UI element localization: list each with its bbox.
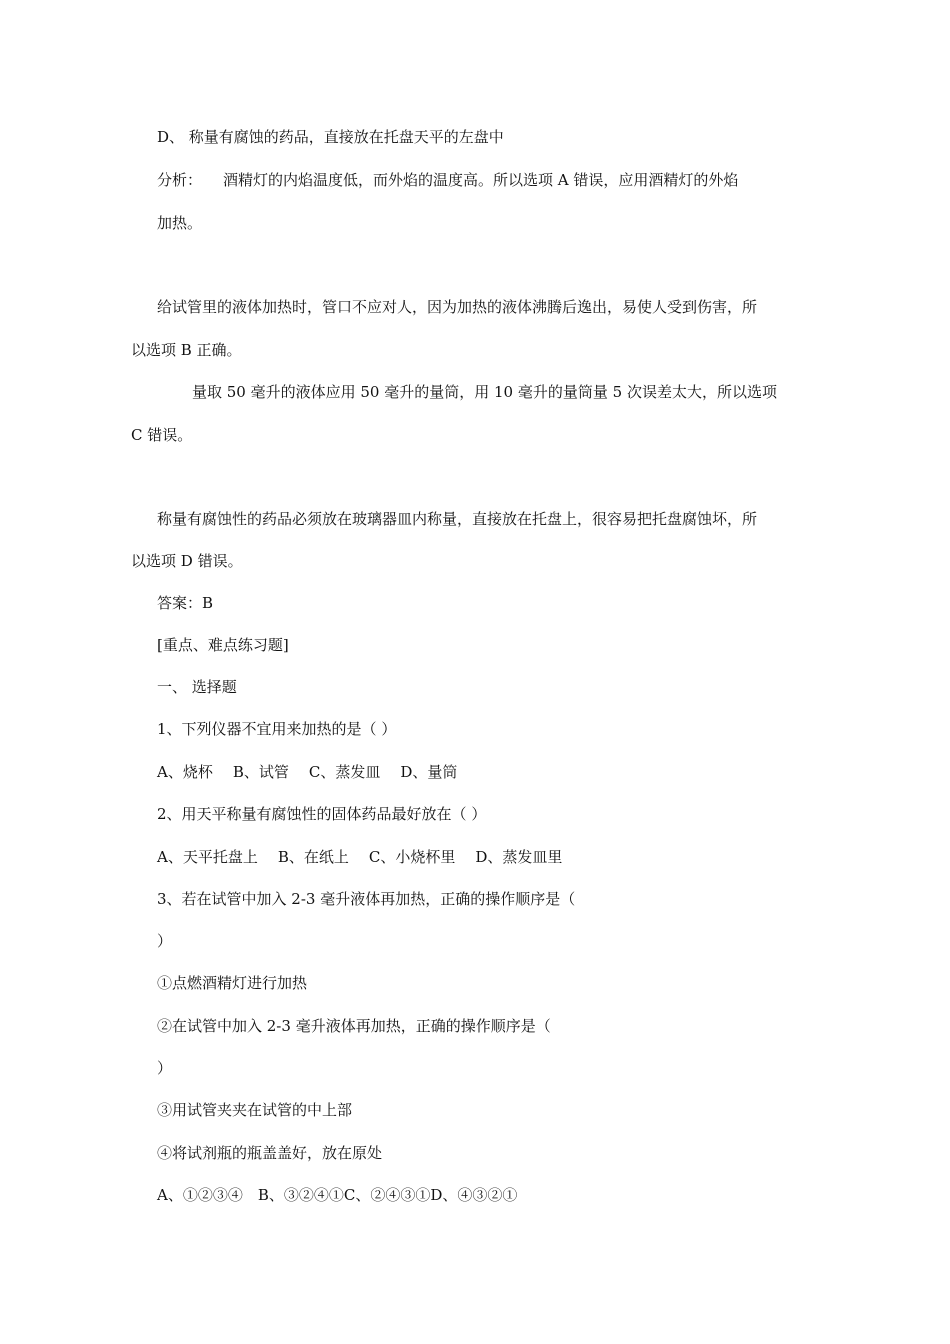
option-d-analysis-line-1: 称量有腐蚀性的药品必须放在玻璃器皿内称量，直接放在托盘上，很容易把托盘腐蚀坏，所 bbox=[157, 510, 758, 528]
part-one-heading: 一、 选择题 bbox=[157, 678, 237, 696]
question-3-step-2-line-2: ） bbox=[157, 1059, 173, 1077]
question-3-step-3: ③用试管夹夹在试管的中上部 bbox=[157, 1101, 353, 1119]
question-1-options bbox=[157, 761, 477, 783]
question-3-stem-line-1: 3、若在试管中加入 2-3 毫升液体再加热，正确的操作顺序是（ bbox=[157, 890, 576, 908]
question-2-stem: 2、用天平称量有腐蚀性的固体药品最好放在（ ） bbox=[157, 805, 487, 823]
analysis-line-2: 加热。 bbox=[157, 214, 203, 232]
question-3-step-2-line-1: ②在试管中加入 2-3 毫升液体再加热，正确的操作顺序是（ bbox=[157, 1017, 551, 1035]
option-d-text: D、 称量有腐蚀的药品，直接放在托盘天平的左盘中 bbox=[157, 128, 504, 146]
question-3-stem-line-2: ） bbox=[157, 932, 173, 950]
analysis-label: 分析： bbox=[157, 171, 203, 189]
question-1-option-d: D、量筒 bbox=[400, 763, 458, 781]
option-c-analysis-line-2: C 错误。 bbox=[131, 426, 193, 444]
question-2-option-b: B、在纸上 bbox=[277, 848, 349, 866]
option-b-analysis-line-2: 以选项 B 正确。 bbox=[131, 341, 242, 359]
question-3-options: A、①②③④ B、③②④①C、②④③①D、④③②① bbox=[157, 1186, 518, 1204]
option-b-analysis-line-1: 给试管里的液体加热时，管口不应对人，因为加热的液体沸腾后逸出，易使人受到伤害，所 bbox=[157, 298, 758, 316]
section-title: [重点、难点练习题] bbox=[157, 636, 289, 654]
question-2-option-c: C、小烧杯里 bbox=[368, 848, 456, 866]
question-1-option-c: C、蒸发皿 bbox=[308, 763, 381, 781]
question-3-step-1: ①点燃酒精灯进行加热 bbox=[157, 974, 308, 992]
answer-text: 答案：B bbox=[157, 594, 214, 612]
question-2-option-a: A、天平托盘上 bbox=[157, 848, 258, 866]
option-d-analysis-line-2: 以选项 D 错误。 bbox=[131, 552, 243, 570]
question-1-option-a: A、烧杯 bbox=[157, 763, 213, 781]
question-1-option-b: B、试管 bbox=[232, 763, 289, 781]
analysis-line-1: 酒精灯的内焰温度低，而外焰的温度高。所以选项 A 错误，应用酒精灯的外焰 bbox=[223, 171, 739, 189]
analysis-paragraph bbox=[157, 169, 738, 191]
question-2-option-d: D、蒸发皿里 bbox=[475, 848, 563, 866]
question-2-options bbox=[157, 846, 582, 868]
option-c-analysis-line-1: 量取 50 毫升的液体应用 50 毫升的量筒，用 10 毫升的量筒量 5 次误差太大，所以选项 bbox=[192, 383, 777, 401]
question-3-step-4: ④将试剂瓶的瓶盖盖好，放在原处 bbox=[157, 1144, 383, 1162]
question-1-stem: 1、下列仪器不宜用来加热的是（ ） bbox=[157, 720, 397, 738]
